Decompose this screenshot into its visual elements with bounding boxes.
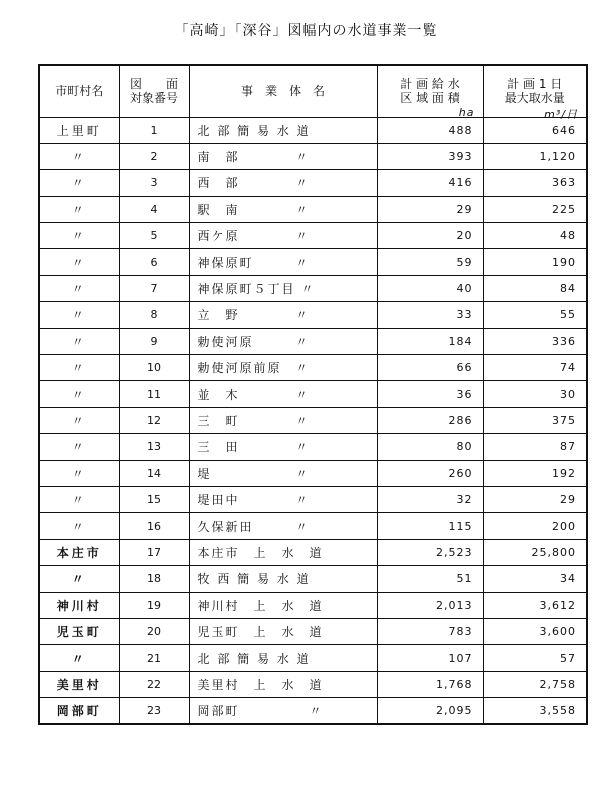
max-intake-cell [483, 381, 587, 407]
table-row [39, 671, 587, 697]
planned-area-cell-value: 184 [448, 334, 473, 348]
municipality-cell-value: 上里町 [56, 123, 102, 138]
planned-area-cell [377, 302, 483, 328]
planned-area-cell [377, 355, 483, 381]
planned-area-cell-value: 107 [448, 651, 473, 665]
entity-name-cell-value: 美里村 上 水 道 [197, 677, 324, 692]
municipality-cell-value: 〃 [71, 334, 87, 349]
table-row [39, 460, 587, 486]
table-row [39, 513, 587, 539]
planned-area-cell [377, 196, 483, 222]
max-intake-cell [483, 566, 587, 592]
max-intake-cell [483, 645, 587, 671]
entity-name-cell [189, 486, 377, 512]
map-number-cell [119, 223, 189, 249]
municipality-cell-value: 〃 [71, 651, 87, 666]
max-intake-cell [483, 460, 587, 486]
planned-area-cell-value: 416 [448, 176, 473, 190]
municipality-cell [39, 513, 119, 539]
map-number-cell-value: 1 [150, 123, 158, 137]
planned-area-cell [377, 486, 483, 512]
max-intake-cell-value: 34 [560, 572, 576, 586]
municipality-cell [39, 698, 119, 724]
planned-area-cell-value: 40 [456, 282, 473, 296]
planned-area-cell [377, 381, 483, 407]
entity-name-cell [189, 434, 377, 460]
max-intake-cell [483, 592, 587, 618]
municipality-cell [39, 592, 119, 618]
map-number-cell [119, 434, 189, 460]
municipality-cell-value: 〃 [71, 282, 87, 297]
max-intake-cell-value: 57 [560, 651, 576, 665]
municipality-cell [39, 117, 119, 143]
map-number-cell-value: 22 [147, 677, 161, 691]
page-title: 「高崎」「深谷」図幅内の水道事業一覧 [174, 23, 438, 39]
planned-area-cell-value: 286 [448, 413, 473, 427]
entity-name-cell-value: 西 部 〃 [197, 176, 310, 191]
table-row [39, 618, 587, 644]
planned-area-cell [377, 460, 483, 486]
municipality-cell-value: 〃 [71, 255, 87, 270]
entity-name-cell [189, 302, 377, 328]
map-number-cell-value: 2 [150, 150, 158, 164]
municipality-cell-value: 〃 [71, 466, 87, 481]
entity-name-cell-value: 勅使河原 〃 [197, 334, 310, 349]
water-supply-table [38, 64, 588, 725]
planned-area-cell [377, 645, 483, 671]
max-intake-cell-value: 192 [552, 466, 576, 480]
planned-area-cell-value: 115 [448, 519, 473, 533]
map-number-cell [119, 671, 189, 697]
flow-unit-label: m³/日 [544, 107, 578, 121]
planned-area-cell-value: 80 [456, 440, 473, 454]
entity-name-cell-value: 牧 西 簡 易 水 道 [197, 572, 311, 587]
map-number-cell [119, 196, 189, 222]
table-row [39, 592, 587, 618]
table-row [39, 566, 587, 592]
entity-name-cell-value: 三 田 〃 [197, 440, 310, 455]
map-number-cell [119, 302, 189, 328]
entity-name-cell-value: 神川村 上 水 道 [197, 598, 324, 613]
table-row [39, 486, 587, 512]
max-intake-cell [483, 618, 587, 644]
table-row [39, 170, 587, 196]
planned-area-cell [377, 105, 483, 143]
map-number-cell [119, 170, 189, 196]
map-number-cell [119, 381, 189, 407]
map-number-cell [119, 566, 189, 592]
table-row [39, 302, 587, 328]
max-intake-cell [483, 196, 587, 222]
entity-name-cell [189, 117, 377, 143]
table-row [39, 223, 587, 249]
header-entity-name: 事 業 体 名 [189, 65, 377, 117]
map-number-cell [119, 328, 189, 354]
entity-name-cell-value: 立 野 〃 [197, 308, 310, 323]
map-number-cell-value: 8 [150, 308, 158, 322]
max-intake-cell-value: 2,758 [539, 677, 576, 691]
entity-name-cell-value: 南 部 〃 [197, 150, 310, 165]
max-intake-cell-value: 29 [560, 493, 576, 507]
entity-name-cell-value: 駅 南 〃 [197, 202, 310, 217]
max-intake-cell [483, 170, 587, 196]
entity-name-cell [189, 539, 377, 565]
max-intake-cell-value: 25,800 [531, 545, 576, 559]
entity-name-cell [189, 592, 377, 618]
table-row [39, 355, 587, 381]
municipality-cell-value: 〃 [71, 202, 87, 217]
max-intake-cell [483, 328, 587, 354]
municipality-cell [39, 381, 119, 407]
map-number-cell [119, 513, 189, 539]
max-intake-cell-value: 55 [560, 308, 576, 322]
municipality-cell [39, 486, 119, 512]
table-body [39, 105, 587, 724]
planned-area-cell-value: 1,768 [436, 677, 473, 691]
table-header [39, 65, 587, 117]
entity-name-cell [189, 143, 377, 169]
map-number-cell-value: 23 [147, 704, 161, 718]
max-intake-cell [483, 223, 587, 249]
municipality-cell [39, 539, 119, 565]
max-intake-cell [483, 249, 587, 275]
municipality-cell-value: 美里村 [56, 677, 102, 692]
planned-area-cell-value: 783 [448, 625, 473, 639]
max-intake-cell-value: 48 [560, 229, 576, 243]
map-number-cell-value: 12 [147, 413, 161, 427]
entity-name-cell [189, 407, 377, 433]
planned-area-cell-value: 393 [448, 150, 473, 164]
municipality-cell-value: 児玉町 [56, 625, 102, 640]
municipality-cell [39, 566, 119, 592]
municipality-cell [39, 143, 119, 169]
municipality-cell [39, 328, 119, 354]
map-number-cell [119, 698, 189, 724]
map-number-cell [119, 539, 189, 565]
map-number-cell-value: 9 [150, 334, 158, 348]
municipality-cell [39, 434, 119, 460]
entity-name-cell-value: 堤田中 〃 [197, 493, 310, 508]
max-intake-cell-value: 3,558 [539, 704, 576, 718]
planned-area-cell-value: 29 [456, 202, 473, 216]
planned-area-cell-value: 2,095 [436, 704, 473, 718]
table-row [39, 381, 587, 407]
max-intake-cell-value: 1,120 [539, 150, 576, 164]
planned-area-cell [377, 223, 483, 249]
municipality-cell [39, 170, 119, 196]
entity-name-cell-value: 久保新田 〃 [197, 519, 310, 534]
max-intake-cell [483, 539, 587, 565]
table-row [39, 196, 587, 222]
map-number-cell-value: 17 [147, 545, 161, 559]
map-number-cell [119, 355, 189, 381]
planned-area-cell [377, 407, 483, 433]
header-municipality: 市町村名 [39, 65, 119, 117]
map-number-cell-value: 6 [150, 255, 158, 269]
entity-name-cell-value: 並 木 〃 [197, 387, 310, 402]
planned-area-cell-value: 33 [456, 308, 473, 322]
max-intake-cell-value: 363 [552, 176, 576, 190]
table-row [39, 328, 587, 354]
header-map-number-line2: 対象番号 [129, 91, 178, 106]
municipality-cell [39, 645, 119, 671]
entity-name-cell [189, 223, 377, 249]
municipality-cell-value: 〃 [71, 440, 87, 455]
table-row [39, 275, 587, 301]
entity-name-cell-value: 岡部町 〃 [197, 704, 324, 719]
map-number-cell-value: 15 [147, 493, 161, 507]
map-number-cell-value: 10 [147, 361, 161, 375]
table-row [39, 249, 587, 275]
entity-name-cell-value: 勅使河原前原 〃 [197, 361, 310, 376]
entity-name-cell [189, 460, 377, 486]
map-number-cell-value: 18 [147, 572, 161, 586]
municipality-cell-value: 岡部町 [56, 704, 102, 719]
planned-area-cell [377, 618, 483, 644]
municipality-cell [39, 196, 119, 222]
planned-area-cell-value: 66 [456, 361, 473, 375]
municipality-cell-value: 〃 [71, 572, 87, 587]
map-number-cell-value: 4 [150, 202, 158, 216]
map-number-cell-value: 5 [150, 229, 158, 243]
max-intake-cell-value: 3,600 [539, 625, 576, 639]
map-number-cell-value: 14 [147, 466, 161, 480]
max-intake-cell [483, 355, 587, 381]
entity-name-cell [189, 381, 377, 407]
max-intake-cell [483, 143, 587, 169]
header-planned-area-line1: 計 画 給 水 [400, 77, 460, 92]
max-intake-cell [483, 275, 587, 301]
area-unit-label: ha [458, 105, 475, 119]
planned-area-cell [377, 143, 483, 169]
entity-name-cell-value: 三 町 〃 [197, 413, 310, 428]
map-number-cell [119, 275, 189, 301]
entity-name-cell [189, 566, 377, 592]
planned-area-cell [377, 434, 483, 460]
municipality-cell-value: 〃 [71, 413, 87, 428]
entity-name-cell-value: 北 部 簡 易 水 道 [197, 123, 311, 138]
entity-name-cell [189, 170, 377, 196]
table-row [39, 539, 587, 565]
entity-name-cell-value: 北 部 簡 易 水 道 [197, 651, 311, 666]
planned-area-cell-value: 32 [456, 493, 473, 507]
max-intake-cell [483, 513, 587, 539]
planned-area-cell [377, 328, 483, 354]
map-number-cell [119, 618, 189, 644]
municipality-cell-value: 〃 [71, 229, 87, 244]
municipality-cell [39, 407, 119, 433]
map-number-cell [119, 407, 189, 433]
map-number-cell-value: 20 [147, 625, 161, 639]
entity-name-cell [189, 328, 377, 354]
max-intake-cell-value: 3,612 [539, 598, 576, 612]
map-number-cell-value: 7 [150, 282, 158, 296]
municipality-cell [39, 355, 119, 381]
map-number-cell [119, 460, 189, 486]
max-intake-cell-value: 200 [552, 519, 576, 533]
municipality-cell [39, 618, 119, 644]
map-number-cell-value: 21 [147, 651, 161, 665]
table-row [39, 117, 587, 143]
entity-name-cell-value: 神保原町 〃 [197, 255, 310, 270]
planned-area-cell-value: 260 [448, 466, 473, 480]
map-number-cell [119, 117, 189, 143]
max-intake-cell [483, 486, 587, 512]
planned-area-cell [377, 275, 483, 301]
header-max-intake-line2: 最大取水量 [504, 91, 565, 106]
municipality-cell-value: 〃 [71, 387, 87, 402]
entity-name-cell-value: 本庄市 上 水 道 [197, 545, 324, 560]
planned-area-cell-value: 36 [456, 387, 473, 401]
map-number-cell-value: 3 [150, 176, 158, 190]
map-number-cell [119, 486, 189, 512]
entity-name-cell [189, 671, 377, 697]
max-intake-cell [483, 407, 587, 433]
header-map-number-line1: 図 面 [129, 77, 178, 92]
map-number-cell-value: 11 [147, 387, 161, 401]
map-number-cell [119, 645, 189, 671]
map-number-cell-value: 16 [147, 519, 161, 533]
entity-name-cell [189, 275, 377, 301]
max-intake-cell [483, 698, 587, 724]
entity-name-cell-value: 堤 〃 [197, 466, 310, 481]
max-intake-cell-value: 336 [552, 334, 576, 348]
table-row [39, 407, 587, 433]
entity-name-cell [189, 513, 377, 539]
entity-name-cell [189, 249, 377, 275]
municipality-cell-value: 神川村 [56, 598, 102, 613]
max-intake-cell-value: 74 [560, 361, 576, 375]
header-map-number [119, 65, 189, 117]
entity-name-cell [189, 698, 377, 724]
header-max-intake-line1: 計 画 1 日 [507, 77, 563, 92]
map-number-cell-value: 19 [147, 598, 161, 612]
municipality-cell-value: 〃 [71, 176, 87, 191]
planned-area-cell [377, 170, 483, 196]
table-row [39, 143, 587, 169]
planned-area-cell-value: 2,523 [436, 545, 473, 559]
planned-area-cell [377, 671, 483, 697]
planned-area-cell-value: 51 [456, 572, 473, 586]
max-intake-cell-value: 30 [560, 387, 576, 401]
planned-area-cell [377, 698, 483, 724]
planned-area-cell-value: 488 [448, 123, 473, 137]
planned-area-cell [377, 513, 483, 539]
planned-area-cell-value: 59 [456, 255, 473, 269]
max-intake-cell-value: 375 [552, 413, 576, 427]
municipality-cell [39, 275, 119, 301]
entity-name-cell-value: 西ケ原 〃 [197, 229, 310, 244]
entity-name-cell [189, 355, 377, 381]
max-intake-cell [483, 107, 587, 143]
header-planned-area-line2: 区 域 面 積 [400, 91, 460, 106]
municipality-cell-value: 〃 [71, 493, 87, 508]
municipality-cell-value: 〃 [71, 308, 87, 323]
municipality-cell-value: 〃 [71, 150, 87, 165]
planned-area-cell [377, 539, 483, 565]
max-intake-cell [483, 302, 587, 328]
municipality-cell [39, 223, 119, 249]
map-number-cell [119, 143, 189, 169]
entity-name-cell-value: 児玉町 上 水 道 [197, 625, 324, 640]
max-intake-cell-value: 84 [560, 282, 576, 296]
municipality-cell-value: 〃 [71, 361, 87, 376]
max-intake-cell [483, 434, 587, 460]
table-row [39, 698, 587, 724]
municipality-cell [39, 460, 119, 486]
map-number-cell-value: 13 [147, 440, 161, 454]
entity-name-cell [189, 196, 377, 222]
entity-name-cell [189, 645, 377, 671]
planned-area-cell [377, 249, 483, 275]
planned-area-cell-value: 20 [456, 229, 473, 243]
planned-area-cell [377, 592, 483, 618]
max-intake-cell-value: 646 [552, 123, 576, 137]
table-row [39, 434, 587, 460]
max-intake-cell [483, 671, 587, 697]
table-row [39, 645, 587, 671]
municipality-cell [39, 302, 119, 328]
entity-name-cell-value: 神保原町５丁目 〃 [197, 282, 316, 297]
map-number-cell [119, 592, 189, 618]
map-number-cell [119, 249, 189, 275]
max-intake-cell-value: 190 [552, 255, 576, 269]
max-intake-cell-value: 225 [552, 202, 576, 216]
max-intake-cell-value: 87 [560, 440, 576, 454]
municipality-cell [39, 249, 119, 275]
planned-area-cell-value: 2,013 [436, 598, 473, 612]
planned-area-cell [377, 566, 483, 592]
municipality-cell-value: 本庄市 [56, 545, 102, 560]
municipality-cell [39, 671, 119, 697]
municipality-cell-value: 〃 [71, 519, 87, 534]
entity-name-cell [189, 618, 377, 644]
